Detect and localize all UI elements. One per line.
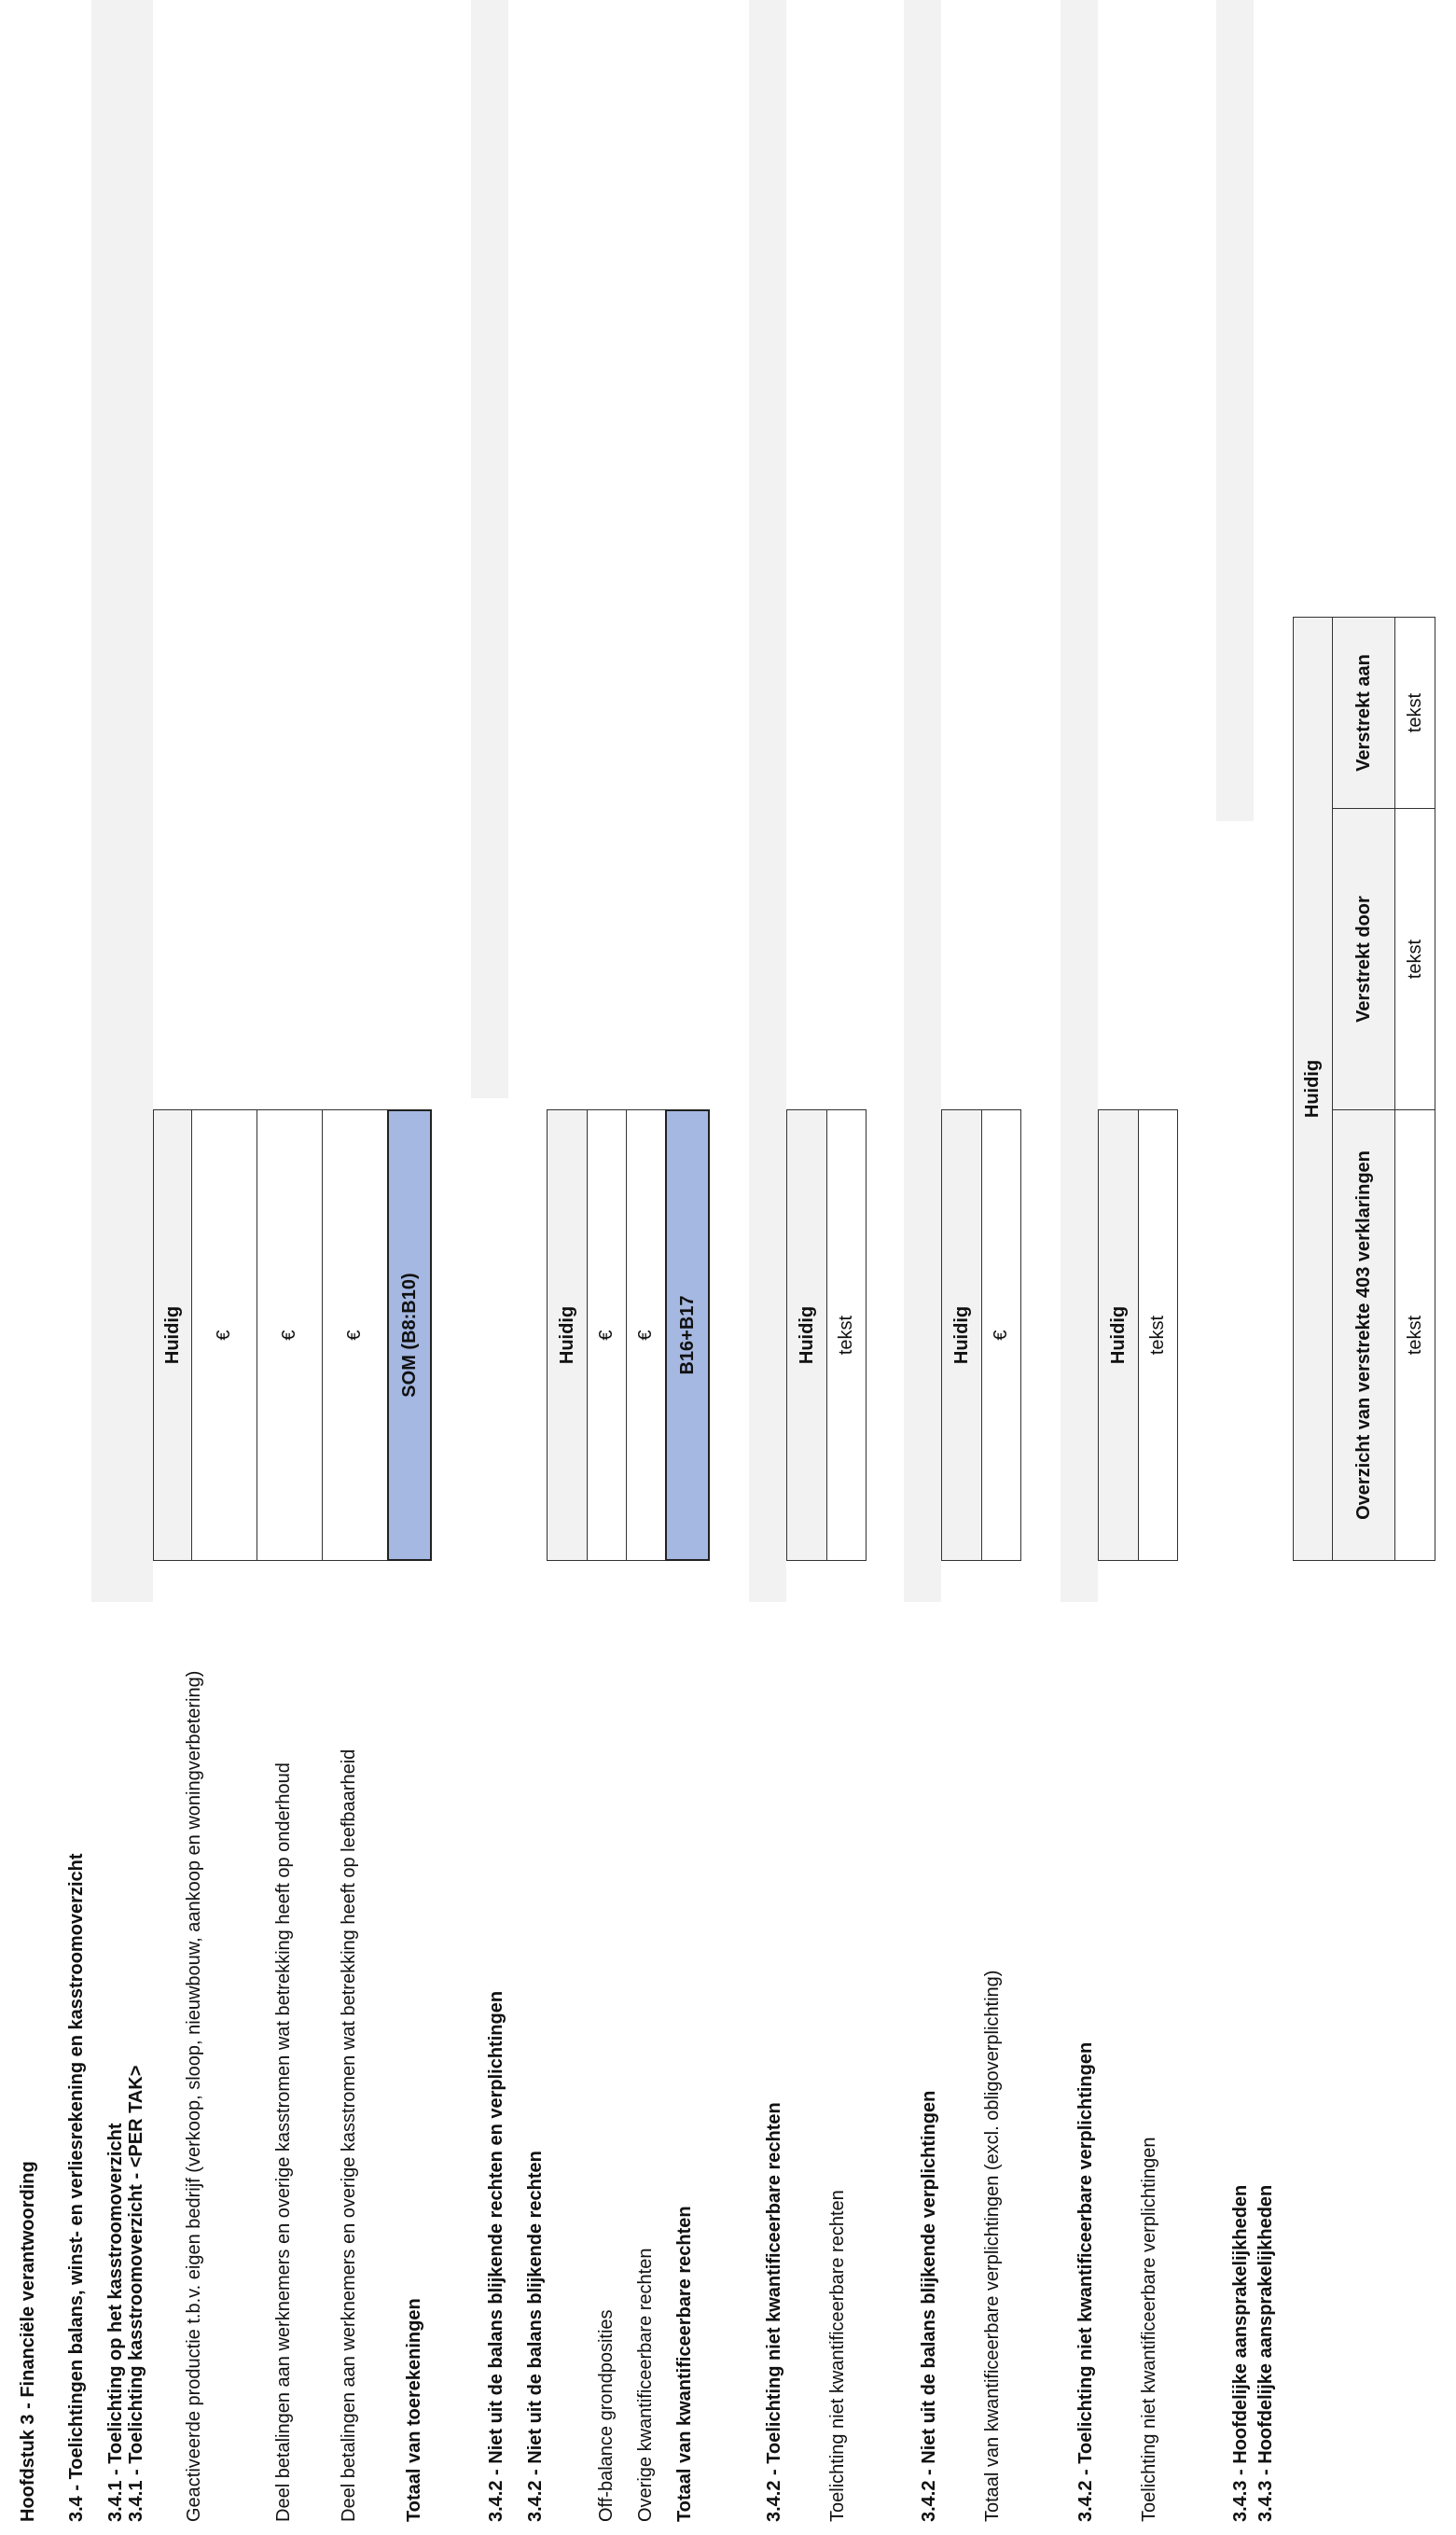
s342a-row2-value[interactable]: € — [626, 1109, 666, 1561]
s342a-row1-label: Off-balance grondposities — [596, 2309, 617, 2522]
band-s342d — [1061, 0, 1098, 1602]
s343-col2-value[interactable]: tekst — [1394, 808, 1435, 1110]
band-s341-upper — [91, 0, 129, 579]
s342d-row-label: Toelichting niet kwantificeerbare verplichtingen — [1139, 2137, 1159, 2522]
s342c-title: 3.4.2 - Niet uit de balans blijkende verplichtingen — [919, 2090, 939, 2522]
s343-col2-header: Verstrekt door — [1332, 808, 1395, 1110]
chapter-title: Hoofdstuk 3 - Financiële verantwoording — [18, 2161, 38, 2522]
s342a-column-header: Huidig — [547, 1109, 588, 1561]
s342a-total-value[interactable]: B16+B17 — [665, 1109, 710, 1561]
s341-row2-label: Deel betalingen aan werknemers en overige kasstromen wat betrekking heeft op onderhoud — [273, 1762, 294, 2522]
s343-col1-header: Overzicht van verstrekte 403 verklaringen — [1332, 1109, 1395, 1561]
s342c-row-label: Totaal van kwantificeerbare verplichtingen (excl. obligoverplichting) — [982, 1970, 1003, 2522]
s341-row1-label: Geactiveerde productie t.b.v. eigen bedrijf (verkoop, sloop, nieuwbouw, aankoop en woningverbetering) — [184, 1670, 204, 2522]
s341-row1-value[interactable]: € — [191, 1109, 257, 1561]
s343-title: 3.4.3 - Hoofdelijke aansprakelijkheden — [1230, 2184, 1251, 2522]
s342c-column-header: Huidig — [941, 1109, 982, 1561]
band-s342a — [471, 0, 508, 1098]
band-s342c — [904, 0, 941, 1602]
s342a-title: 3.4.2 - Niet uit de balans blijkende rechten en verplichtingen — [486, 1990, 506, 2522]
s341-total-label: Totaal van toerekeningen — [404, 2298, 424, 2522]
s341-row3-value[interactable]: € — [322, 1109, 388, 1561]
s343-subtitle: 3.4.3 - Hoofdelijke aansprakelijkheden — [1255, 2184, 1276, 2522]
s342b-row-label: Toelichting niet kwantificeerbare rechten — [827, 2190, 848, 2522]
s342a-total-label: Totaal van kwantificeerbare rechten — [674, 2206, 695, 2522]
band-s342b — [749, 0, 786, 1602]
s342a-row1-value[interactable]: € — [587, 1109, 627, 1561]
s342c-row-value[interactable]: € — [981, 1109, 1021, 1561]
band-s343 — [1216, 0, 1254, 822]
s342d-row-value[interactable]: tekst — [1138, 1109, 1178, 1561]
section-title: 3.4 - Toelichtingen balans, winst- en verliesrekening en kasstroomoverzicht — [66, 1853, 87, 2522]
s342a-row2-label: Overige kwantificeerbare rechten — [635, 2248, 656, 2522]
s341-row2-value[interactable]: € — [257, 1109, 323, 1561]
s341-row3-label: Deel betalingen aan werknemers en overige kasstromen wat betrekking heeft op leefbaarheid — [339, 1748, 359, 2522]
s342d-title: 3.4.2 - Toelichting niet kwantificeerbare verplichtingen — [1075, 2041, 1096, 2522]
s341-column-header: Huidig — [153, 1109, 192, 1561]
s342d-column-header: Huidig — [1098, 1109, 1139, 1561]
s343-group-header: Huidig — [1293, 617, 1333, 1561]
band-s343-lower — [1216, 821, 1254, 1602]
s342a-subtitle: 3.4.2 - Niet uit de balans blijkende rechten — [525, 2151, 546, 2522]
s342b-row-value[interactable]: tekst — [826, 1109, 867, 1561]
s343-col3-value[interactable]: tekst — [1394, 617, 1435, 809]
s342b-title: 3.4.2 - Toelichting niet kwantificeerbare rechten — [764, 2102, 784, 2522]
s341-title: 3.4.1 - Toelichting op het kasstroomoverzicht — [105, 2123, 126, 2522]
s343-col3-header: Verstrekt aan — [1332, 617, 1395, 809]
s343-col1-value[interactable]: tekst — [1394, 1109, 1435, 1561]
s341-subtitle: 3.4.1 - Toelichting kasstroomoverzicht - <PER TAK> — [126, 2065, 146, 2522]
s341-total-value[interactable]: SOM (B8:B10) — [387, 1109, 432, 1561]
s342b-column-header: Huidig — [786, 1109, 827, 1561]
